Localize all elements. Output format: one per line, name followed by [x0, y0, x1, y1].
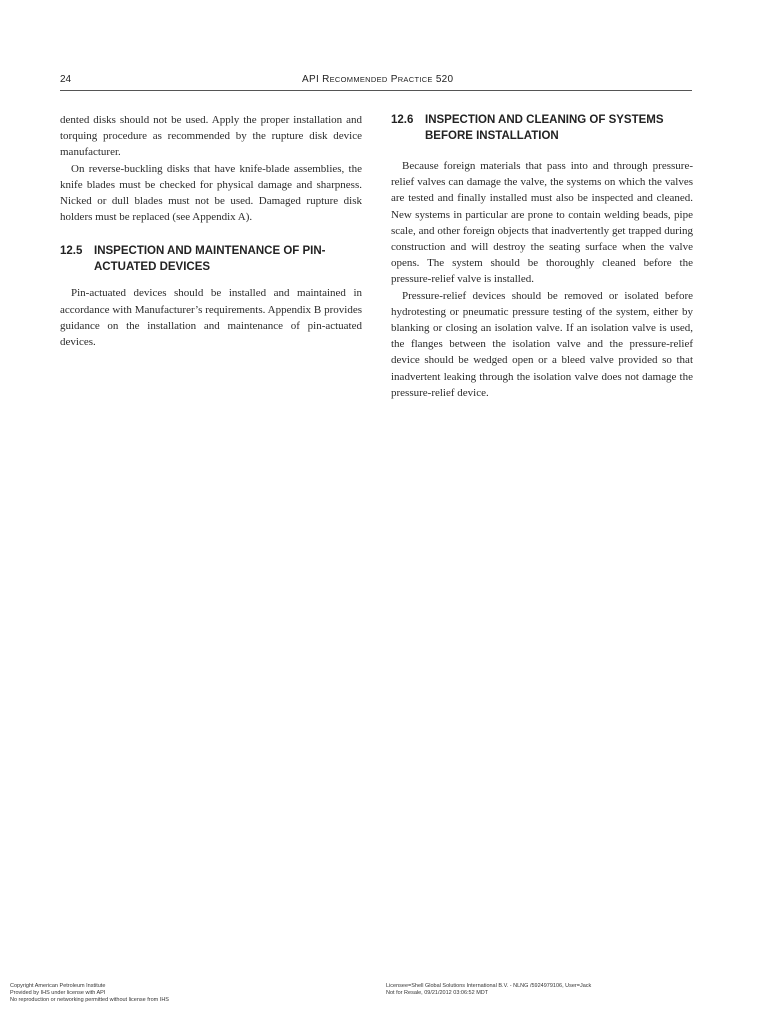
- paragraph-reverse-buckling: On reverse-buckling disks that have knife-blade assemblies, the knife blades must be checked for physical damage and sharpness. Nicked or dull blades must not be used. Damaged rupture disk holders must be replaced (see Appendix A).: [60, 162, 362, 224]
- side-watermark: [82, 455, 92, 555]
- header-rule: [60, 90, 692, 91]
- section-title: INSPECTION AND MAINTENANCE OF PIN-ACTUATED DEVICES: [94, 245, 326, 274]
- left-column: [60, 112, 362, 350]
- section-heading-12-6: [391, 112, 693, 144]
- footer-licensee: Licensee=Shell Global Solutions International B.V. - NLNG /5924979106, User=Jack: [386, 983, 592, 989]
- paragraph-pressure-relief-isolation: Pressure-relief devices should be removed or isolated before hydrotesting or pneumatic pressure testing of the system, either by blanking or closing an isolation valve. If an isolation valve is used, the flanges between the isolation valve and the pressure-relief device should be wedged open or a bleed valve provided so that inadvertent leaking through the isolation valve does not damage the pressure-relief device.: [391, 289, 693, 399]
- running-title: API RECOMMENDED PRACTICE 520: [302, 74, 454, 85]
- footer-right: [386, 983, 591, 997]
- right-column: [391, 112, 693, 401]
- page-header: [60, 72, 692, 90]
- paragraph-pin-actuated: Pin-actuated devices should be installed and maintained in accordance with Manufacturer’s requirements. Appendix B provides guidance on the installation and maintenance of pin-actuated devices.: [60, 287, 362, 349]
- section-number: 12.6: [391, 114, 414, 126]
- page-number: 24: [60, 74, 72, 85]
- footer-not-for-resale: Not for Resale, 09/21/2012 03:06:52 MDT: [386, 990, 489, 996]
- footer-left: [10, 983, 169, 1004]
- paragraph-dented-disks: dented disks should not be used. Apply the proper installation and torquing procedure as recommended by the rupture disk device manufacturer.: [60, 114, 362, 159]
- section-title: INSPECTION AND CLEANING OF SYSTEMS BEFORE INSTALLATION: [425, 114, 664, 142]
- footer-copyright: Copyright American Petroleum Institute: [10, 983, 106, 989]
- section-number: 12.5: [60, 245, 83, 258]
- paragraph-foreign-materials: Because foreign materials that pass into and through pressure-relief valves can damage the valve, the systems on which the valves are tested and finally installed must also be inspected and cleaned. New systems in particular are prone to contain welding beads, pipe scale, and other foreign objects that inadvertently get trapped during construction and will destroy the seating surface when the valve opens. The system should be thoroughly cleaned before the pressure-relief valve is installed.: [391, 160, 693, 286]
- footer-provided-by: Provided by IHS under license with API: [10, 990, 106, 996]
- section-heading-12-5: [60, 243, 362, 275]
- footer-no-reproduction: No reproduction or networking permitted without license from IHS: [10, 997, 169, 1003]
